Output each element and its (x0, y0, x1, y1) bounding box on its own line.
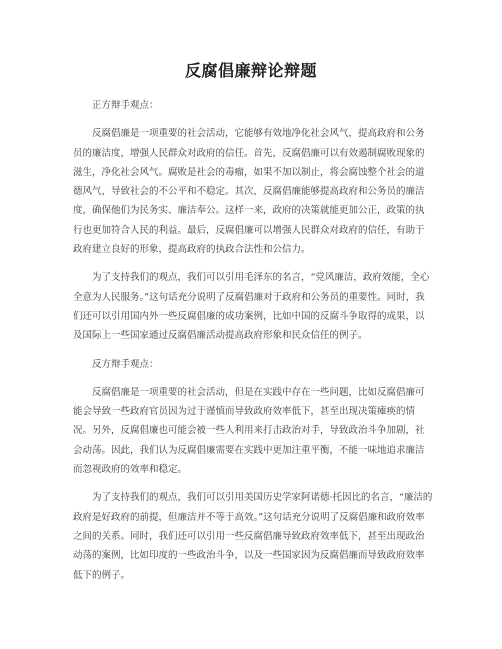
negative-paragraph-1: 反腐倡廉是一项重要的社会活动，但是在实践中存在一些问题，比如反腐倡廉可能会导致一些政府官员因为过于谨慎而导致政府效率低下，甚至出现决策瘫痪的情况。另外，反腐倡廉也可能会被一些人利用来打击政治对手，导致政治斗争加剧，社会动荡。因此，我们认为反腐倡廉需要在实践中更加注重平衡，不能一味地追求廉洁而忽视政府的效率和稳定。 (73, 386, 425, 476)
affirmative-heading: 正方辩手观点： (92, 100, 159, 111)
affirmative-paragraph-2: 为了支持我们的观点，我们可以引用毛泽东的名言，“党风廉洁，政府效能，全心全意为人民服务。”这句话充分说明了反腐倡廉对于政府和公务员的重要性。同时，我们还可以引用国内外一些反腐倡廉的成功案例，比如中国的反腐斗争取得的成果，以及国际上一些国家通过反腐倡廉活动提高政府形象和民众信任的例子。 (73, 272, 430, 342)
negative-paragraph-2: 为了支持我们的观点，我们可以引用美国历史学家阿诺德·托因比的名言，“廉洁的政府是好政府的前提，但廉洁并不等于高效。”这句话充分说明了反腐倡廉和政府效率之间的关系。同时，我们还可以引用一些反腐倡廉导致政府效率低下，甚至出现政治动荡的案例，比如印度的一些政治斗争，以及一些国家因为反腐倡廉而导致政府效率低下的例子。 (73, 492, 433, 581)
document-body (73, 96, 433, 594)
page-title: 反腐倡廉辩论辩题 (184, 61, 317, 80)
affirmative-paragraph-1: 反腐倡廉是一项重要的社会活动，它能够有效地净化社会风气，提高政府和公务员的廉洁度，增强人民群众对政府的信任。首先，反腐倡廉可以有效遏制腐败现象的滋生，净化社会风气。腐败是社会的毒瘤，如果不加以制止，将会腐蚀整个社会的道德风气，导致社会的不公平和不稳定。其次，反腐倡廉能够提高政府和公务员的廉洁度，确保他们为民务实、廉洁奉公。这样一来，政府的决策就能更加公正，政策的执行也更加符合人民的利益。最后，反腐倡廉可以增强人民群众对政府的信任，有助于政府建立良好的形象，提高政府的执政合法性和公信力。 (73, 128, 425, 256)
negative-heading: 反方辩手观点： (92, 358, 159, 370)
